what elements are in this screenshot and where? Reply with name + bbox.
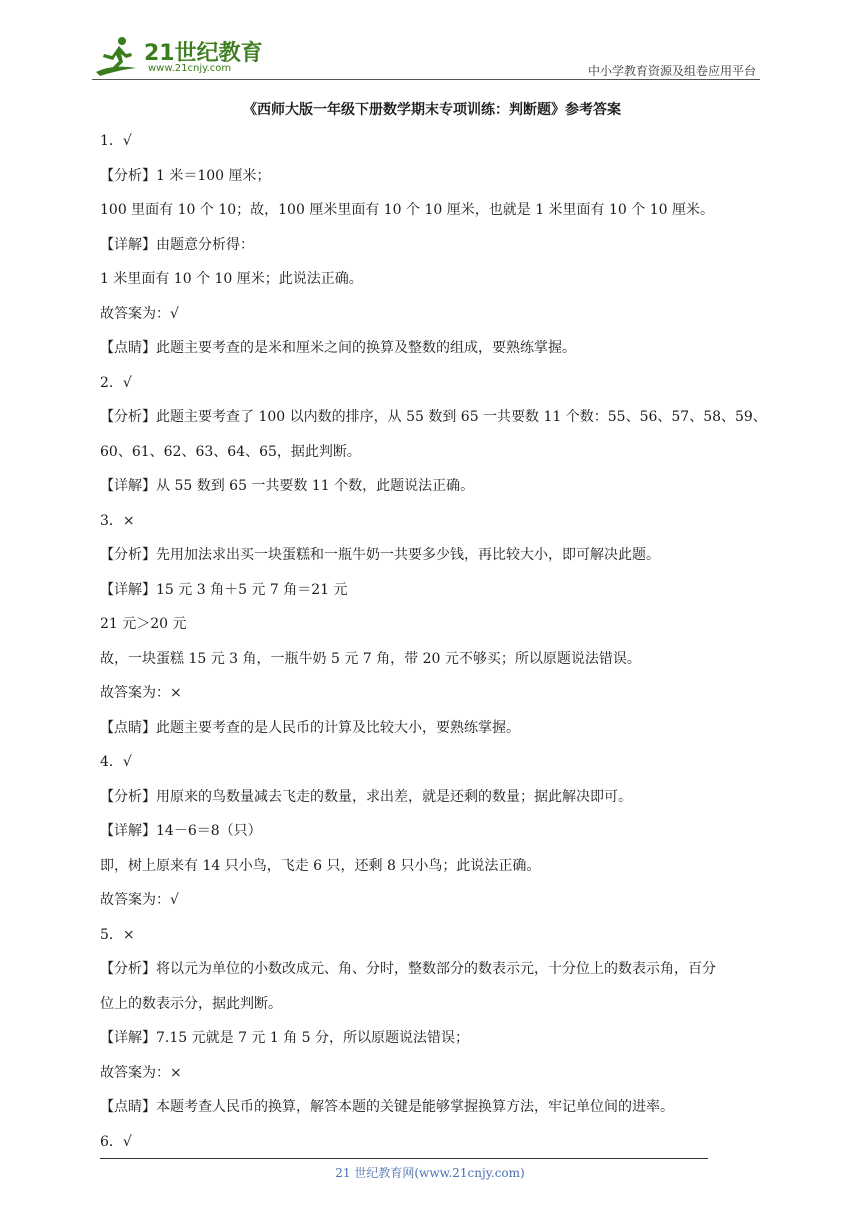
text-line: 【分析】先用加法求出买一块蛋糕和一瓶牛奶一共要多少钱，再比较大小，即可解决此题。 xyxy=(100,547,660,563)
text-line: 100 里面有 10 个 10；故，100 厘米里面有 10 个 10 厘米，也就是 1 米里面有 10 个 10 厘米。 xyxy=(100,202,714,218)
text-line: 5．× xyxy=(100,926,135,943)
text-line: 【详解】由题意分析得： xyxy=(100,236,254,253)
text-line: 【详解】15 元 3 角＋5 元 7 角＝21 元 xyxy=(100,581,348,598)
site-logo[interactable] xyxy=(92,34,262,78)
text-line: 21 元＞20 元 xyxy=(100,616,187,632)
logo-title: 21世纪教育 xyxy=(144,41,263,66)
header-divider xyxy=(92,79,760,80)
text-line: 【点睛】本题考查人民币的换算，解答本题的关键是能够掌握换算方法，牢记单位间的进率。 xyxy=(100,1099,674,1115)
text-line: 【分析】将以元为单位的小数改成元、角、分时，整数部分的数表示元，十分位上的数表示角，百分 xyxy=(100,961,716,977)
text-line: 故答案为：√ xyxy=(100,892,179,908)
text-line: 故答案为：× xyxy=(100,1064,182,1081)
runner-logo-icon xyxy=(92,34,144,78)
text-line: 【分析】1 米＝100 厘米； xyxy=(100,167,271,184)
logo-url: www.21cnjy.com xyxy=(148,63,232,74)
text-line: 1 米里面有 10 个 10 厘米；此说法正确。 xyxy=(100,271,363,287)
footer-link[interactable]: 21 世纪教育网(www.21cnjy.com) xyxy=(335,1166,525,1180)
text-line: 【详解】从 55 数到 65 一共要数 11 个数，此题说法正确。 xyxy=(100,478,475,494)
answer-lines xyxy=(100,124,767,1159)
text-line: 故答案为：√ xyxy=(100,305,179,322)
text-line: 【分析】用原来的鸟数量减去飞走的数量，求出差，就是还剩的数量；据此解决即可。 xyxy=(100,788,632,805)
text-line: 即，树上原来有 14 只小鸟，飞走 6 只，还剩 8 只小鸟；此说法正确。 xyxy=(100,857,541,874)
text-line: 1．√ xyxy=(100,133,132,149)
text-line: 【分析】此题主要考查了 100 以内数的排序，从 55 数到 65 一共要数 11 个数：55、56、57、58、59、 xyxy=(100,409,767,425)
platform-name: 中小学教育资源及组卷应用平台 xyxy=(587,64,756,78)
footer-divider xyxy=(100,1158,708,1159)
page-header xyxy=(0,0,860,82)
answer-content xyxy=(100,96,767,1159)
document-title: 《西师大版一年级下册数学期末专项训练：判断题》参考答案 xyxy=(243,102,621,118)
text-line: 4．√ xyxy=(100,754,132,770)
text-line: 2．√ xyxy=(100,374,132,391)
text-line: 【详解】7.15 元就是 7 元 1 角 5 分，所以原题说法错误； xyxy=(100,1030,470,1046)
text-line: 【点睛】此题主要考查的是米和厘米之间的换算及整数的组成，要熟练掌握。 xyxy=(100,340,576,356)
text-line: 故答案为：× xyxy=(100,685,182,701)
text-line: 位上的数表示分，据此判断。 xyxy=(100,995,282,1012)
text-line: 【详解】14－6＝8（只） xyxy=(100,823,262,839)
text-line: 6．√ xyxy=(100,1133,132,1150)
text-line: 【点睛】此题主要考查的是人民币的计算及比较大小，要熟练掌握。 xyxy=(100,719,520,736)
text-line: 3．× xyxy=(100,512,135,529)
text-line: 故，一块蛋糕 15 元 3 角，一瓶牛奶 5 元 7 角，带 20 元不够买；所以原题说法错误。 xyxy=(100,650,641,667)
text-line: 60、61、62、63、64、65，据此判断。 xyxy=(100,443,361,460)
